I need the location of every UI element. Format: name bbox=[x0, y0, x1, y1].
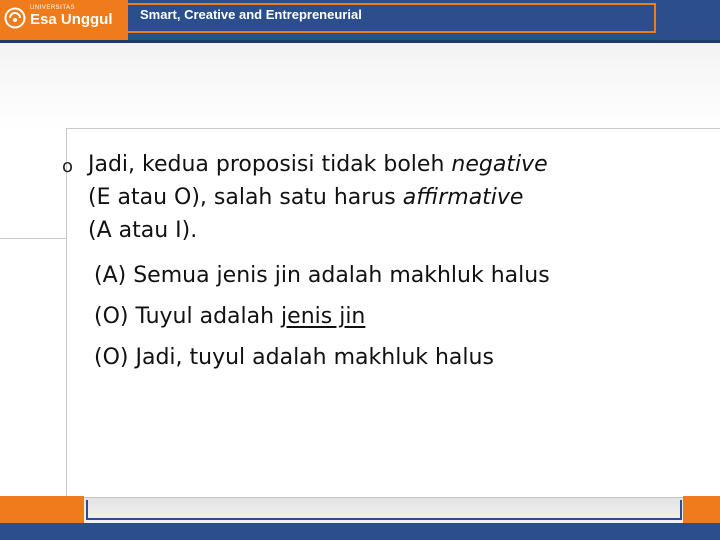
decorative-line bbox=[66, 128, 720, 129]
tagline: Smart, Creative and Entrepreneurial bbox=[140, 7, 362, 22]
university-logo bbox=[0, 0, 128, 40]
bullet-point bbox=[62, 148, 702, 247]
conclusion: (O) Jadi, tuyul adalah makhluk halus bbox=[94, 345, 494, 370]
text-segment: Jadi, kedua proposisi tidak boleh bbox=[88, 152, 452, 177]
footer-band bbox=[0, 523, 720, 540]
underlined-term: jenis jin bbox=[281, 304, 366, 329]
premise-minor bbox=[94, 296, 702, 337]
text-line bbox=[88, 181, 702, 214]
italic-term: negative bbox=[451, 152, 548, 177]
footer-accent-left bbox=[0, 496, 84, 523]
footer-frame bbox=[86, 500, 682, 520]
text-line bbox=[88, 148, 702, 181]
slide-content bbox=[62, 148, 702, 378]
decorative-line bbox=[0, 238, 66, 239]
header-bar bbox=[0, 0, 720, 43]
bullet-icon: o bbox=[62, 156, 74, 177]
footer-accent-right bbox=[683, 496, 720, 523]
logo-subtitle: UNIVERSITAS bbox=[30, 5, 76, 11]
premise-major: (A) Semua jenis jin adalah makhluk halus bbox=[94, 263, 550, 288]
syllogism bbox=[62, 255, 702, 378]
logo-emblem-icon bbox=[4, 7, 26, 29]
text-line: (A atau I). bbox=[88, 218, 198, 243]
text-segment: (E atau O), salah satu harus bbox=[88, 185, 403, 210]
logo-name: Esa Unggul bbox=[30, 11, 113, 28]
text-segment: (O) Tuyul adalah bbox=[94, 304, 282, 329]
italic-term: affirmative bbox=[402, 185, 524, 210]
